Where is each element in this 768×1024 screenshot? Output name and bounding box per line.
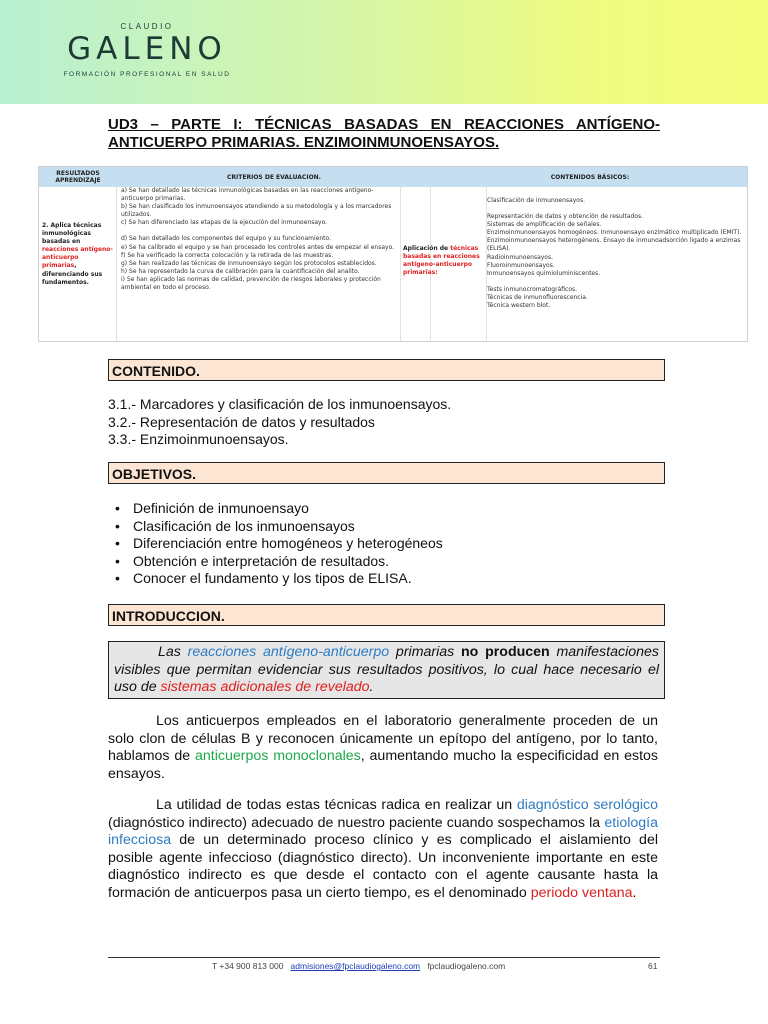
criteria-item: b) Se han clasificado los inmunoensayos atendiendo a su metodología y a los marcadores utilizados.: [121, 203, 392, 219]
header-results: RESULTADOS APRENDIZAJE: [39, 167, 117, 187]
term-etiologia-infecciosa: etiología infecciosa: [108, 814, 658, 849]
paragraph-text: La utilidad de todas estas técnicas radica en realizar un: [156, 797, 517, 813]
intro-paragraph-1: [108, 713, 658, 783]
section-heading-contenido: CONTENIDO.: [108, 359, 665, 381]
intro-paragraph-2: [108, 797, 658, 903]
criteria-item: c) Se han diferenciado las etapas de la ejecución del inmunoensayo.: [121, 219, 328, 227]
header-criteria: CRITERIOS DE EVALUACION.: [117, 167, 431, 187]
footer-divider: [108, 957, 660, 958]
content-item: Enzimoinmunoensayos heterogéneos. Ensayo de inmunoadsorción ligado a enzimas (ELISA).: [487, 237, 741, 253]
term-periodo-ventana: periodo ventana: [530, 884, 633, 901]
content-item: Técnicas de inmunofluorescencia.: [487, 293, 588, 301]
content-item: Radioinmunoensayos.: [487, 253, 554, 261]
result-pre: 2. Aplica técnicas inmunológicas basadas en: [42, 222, 102, 246]
result-post: , diferenciando sus fundamentos.: [42, 262, 103, 286]
objetivos-list: [115, 500, 443, 588]
paragraph-text: de un determinado proceso clínico y es complicado el aislamiento del posible agente infeccioso (diagnóstico directo). Un inconveniente importante en este diagnóstico indirecto es que desde el contacto con el agente causante hasta la formación de anticuerpos pasa un cierto tiempo, es el denominado: [108, 832, 658, 901]
content-item: Representación de datos y obtención de resultados.: [487, 213, 644, 221]
content-item: Clasificación de inmunoensayos.: [487, 197, 585, 204]
term-anticuerpos-monoclonales: anticuerpos monoclonales: [195, 748, 361, 765]
contenido-item: 3.1.- Marcadores y clasificación de los inmunoensayos.: [108, 396, 452, 412]
term-reacciones: reacciones antígeno-anticuerpo: [187, 644, 390, 660]
section-heading-objetivos: OBJETIVOS.: [108, 462, 665, 484]
result-text: [42, 222, 114, 287]
criteria-list: [121, 187, 399, 292]
brand-logo: [54, 22, 240, 78]
intro-highlight-box: [108, 641, 665, 699]
contenido-list: [108, 396, 451, 449]
intro-text: manifestaciones visibles que permitan evidenciar sus resultados positivos, lo cual hace necesario el uso de: [114, 644, 659, 695]
content-item: Fluoroinmunoensayos.: [487, 261, 555, 269]
paragraph-text: (diagnóstico indirecto) adecuado de nuestro paciente cuando sospechamos la: [108, 814, 605, 831]
paragraph-text: , aumentando mucho la especificidad en estos ensayos.: [108, 748, 658, 782]
footer-website: fpclaudiogaleno.com: [427, 961, 506, 971]
footer: [212, 961, 505, 971]
brand-top-text: CLAUDIO: [120, 22, 174, 31]
contenido-item: 3.3.- Enzimoinmunoensayos.: [108, 431, 289, 447]
intro-text: .: [369, 679, 374, 695]
brand-name: GALENO: [67, 31, 227, 67]
header-contents: CONTENIDOS BÁSICOS:: [431, 167, 748, 187]
content-item: Tests inmunocromatográficos.: [487, 285, 578, 293]
criteria-item: e) Se ha calibrado el equipo y se han procesado los controles antes de empezar el ensayo.: [121, 243, 395, 251]
intro-bold-text: no producen: [461, 644, 550, 660]
content-item: Inmunoensayos quimioluminiscentes.: [487, 269, 601, 277]
application-pre: Aplicación de: [403, 245, 451, 252]
application-text: [403, 245, 485, 277]
criteria-item: i) Se han aplicado las normas de calidad, prevención de riesgos laborales y protección ambiental en todo el proceso.: [121, 275, 381, 292]
objetivo-item: • Clasificación de los inmunoensayos: [115, 518, 443, 536]
content-item: Sistemas de amplificación de señales.: [487, 221, 602, 229]
application-highlight: técnicas basadas en reacciones antígeno-anticuerpo primarias:: [403, 245, 480, 277]
document-title: UD3 – PARTE I: TÉCNICAS BASADAS EN REACCIONES ANTÍGENO-ANTICUERPO PRIMARIAS. ENZIMOINMUNOENSAYOS.: [108, 116, 660, 151]
contenido-item: 3.2.- Representación de datos y resultados: [108, 413, 375, 430]
intro-text: primarias: [389, 644, 462, 660]
term-diagnostico-serologico: diagnóstico serológico: [516, 797, 658, 813]
criteria-item: g) Se han realizado las técnicas de inmunoensayo según los protocolos establecidos.: [121, 259, 377, 267]
content-item: Enzimoinmunoensayos homogéneos. Inmunoensayo enzimático multiplicado (EMIT).: [487, 229, 742, 237]
criteria-table: [38, 166, 748, 342]
result-highlight: reacciones antígeno-anticuerpo primarias: [42, 246, 113, 270]
header-band: [0, 0, 768, 104]
criteria-item: f) Se ha verificado la correcta colocación y la retirada de las muestras.: [121, 251, 334, 259]
objetivo-item: • Definición de inmunoensayo: [115, 500, 443, 518]
objetivo-item: • Conocer el fundamento y los tipos de ELISA.: [115, 570, 443, 588]
criteria-item: h) Se ha representado la curva de calibración para la cuantificación del analito.: [121, 267, 360, 275]
brand-subtitle: FORMACIÓN PROFESIONAL EN SALUD: [63, 71, 231, 78]
term-sistemas-revelado: sistemas adicionales de revelado: [160, 679, 370, 695]
paragraph-text: Los anticuerpos empleados en el laboratorio generalmente proceden de un solo clon de células B y reconocen únicamente un epítopo del antígeno, por lo tanto, hablamos de: [108, 713, 658, 765]
footer-phone: T +34 900 813 000: [212, 961, 284, 971]
content-item: Técnica western blot.: [487, 302, 551, 310]
objetivo-item: • Diferenciación entre homogéneos y heterogéneos: [115, 535, 443, 553]
criteria-item: d) Se han detallado los componentes del equipo y su funcionamiento.: [121, 235, 332, 243]
intro-text: Las: [158, 644, 188, 660]
objetivo-item: • Obtención e interpretación de resultados.: [115, 553, 443, 571]
section-heading-introduccion: INTRODUCCION.: [108, 604, 665, 626]
paragraph-text: .: [632, 884, 637, 901]
footer-email-link[interactable]: admisiones@fpclaudiogaleno.com: [290, 961, 421, 971]
page-number: 61: [648, 961, 658, 971]
criteria-item: a) Se han detallado las técnicas inmunológicas basadas en las reacciones antígeno-anticuerpo primarias.: [121, 187, 374, 203]
contents-list: [487, 197, 745, 310]
